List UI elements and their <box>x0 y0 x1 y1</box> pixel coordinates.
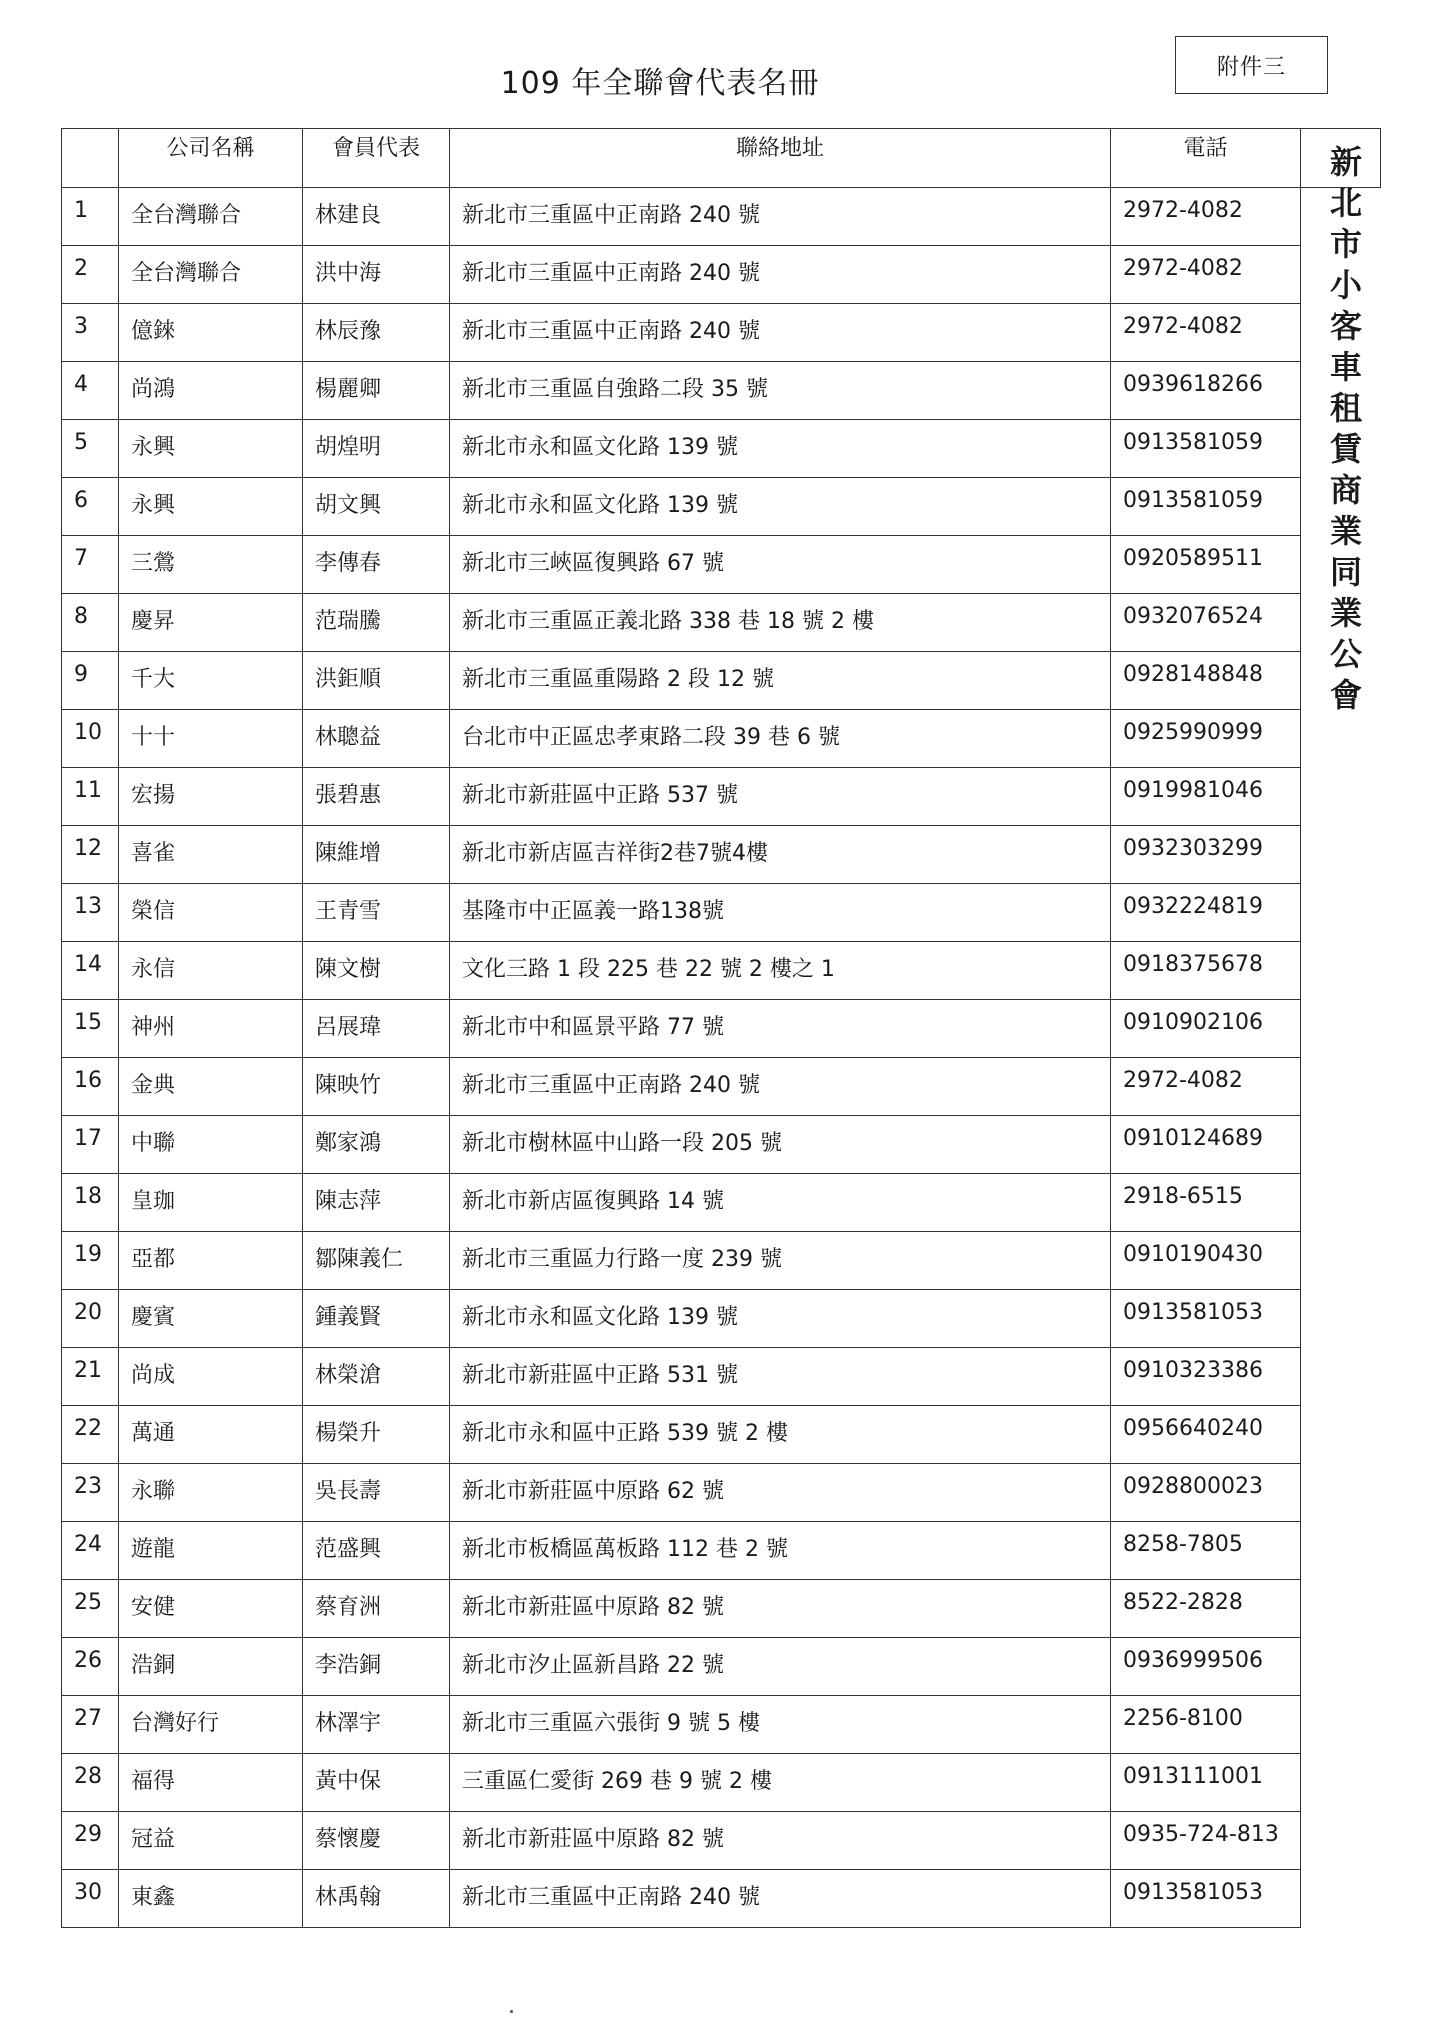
phone-number: 0910124689 <box>1111 1116 1301 1174</box>
table-row <box>62 1406 1381 1464</box>
company-name: 全台灣聯合 <box>119 188 303 246</box>
contact-address: 新北市永和區文化路 139 號 <box>450 478 1111 536</box>
company-name: 中聯 <box>119 1116 303 1174</box>
table-row <box>62 826 1381 884</box>
side-label: 新北市小客車租賃商業同業公會 <box>1325 145 1363 719</box>
row-number: 19 <box>62 1232 119 1290</box>
table-row <box>62 1000 1381 1058</box>
phone-number: 2972-4082 <box>1111 188 1301 246</box>
company-name: 億錸 <box>119 304 303 362</box>
member-representative: 林辰豫 <box>303 304 450 362</box>
phone-number: 0932076524 <box>1111 594 1301 652</box>
row-number: 29 <box>62 1812 119 1870</box>
table-row <box>62 1696 1381 1754</box>
company-name: 福得 <box>119 1754 303 1812</box>
member-representative: 吳長壽 <box>303 1464 450 1522</box>
member-representative: 張碧惠 <box>303 768 450 826</box>
table-row <box>62 884 1381 942</box>
table-row <box>62 420 1381 478</box>
table-row <box>62 594 1381 652</box>
member-representative: 鍾義賢 <box>303 1290 450 1348</box>
phone-number: 0920589511 <box>1111 536 1301 594</box>
contact-address: 新北市新莊區中正路 537 號 <box>450 768 1111 826</box>
phone-number: 0913581053 <box>1111 1870 1301 1928</box>
member-representative: 范瑞騰 <box>303 594 450 652</box>
company-name: 榮信 <box>119 884 303 942</box>
attachment-label: 附件三 <box>1216 54 1286 80</box>
contact-address: 新北市汐止區新昌路 22 號 <box>450 1638 1111 1696</box>
side-label-cell <box>1301 129 1381 719</box>
contact-address: 三重區仁愛街 269 巷 9 號 2 樓 <box>450 1754 1111 1812</box>
table-row <box>62 1174 1381 1232</box>
contact-address: 新北市新莊區中原路 82 號 <box>450 1580 1111 1638</box>
company-name: 永信 <box>119 942 303 1000</box>
phone-number: 0913111001 <box>1111 1754 1301 1812</box>
table-row <box>62 652 1381 710</box>
phone-number: 0910902106 <box>1111 1000 1301 1058</box>
row-number: 1 <box>62 188 119 246</box>
table-row <box>62 188 1381 246</box>
row-number: 10 <box>62 710 119 768</box>
contact-address: 新北市三重區六張街 9 號 5 樓 <box>450 1696 1111 1754</box>
member-representative: 李傳春 <box>303 536 450 594</box>
member-representative: 胡煌明 <box>303 420 450 478</box>
phone-number: 0919981046 <box>1111 768 1301 826</box>
row-number: 15 <box>62 1000 119 1058</box>
table-row <box>62 1638 1381 1696</box>
member-representative: 洪中海 <box>303 246 450 304</box>
company-name: 遊龍 <box>119 1522 303 1580</box>
member-representative: 陳志萍 <box>303 1174 450 1232</box>
table-row <box>62 1754 1381 1812</box>
contact-address: 新北市三重區重陽路 2 段 12 號 <box>450 652 1111 710</box>
table-row <box>62 1522 1381 1580</box>
row-number: 2 <box>62 246 119 304</box>
row-number: 20 <box>62 1290 119 1348</box>
phone-number: 2256-8100 <box>1111 1696 1301 1754</box>
member-representative: 陳映竹 <box>303 1058 450 1116</box>
company-name: 東鑫 <box>119 1870 303 1928</box>
table-row <box>62 1116 1381 1174</box>
member-representative: 陳維增 <box>303 826 450 884</box>
row-number: 13 <box>62 884 119 942</box>
row-number: 6 <box>62 478 119 536</box>
table-row <box>62 1464 1381 1522</box>
attachment-label-box <box>1175 36 1328 94</box>
header-phone: 電話 <box>1111 129 1301 188</box>
table-row <box>62 768 1381 826</box>
row-number: 28 <box>62 1754 119 1812</box>
contact-address: 新北市板橋區萬板路 112 巷 2 號 <box>450 1522 1111 1580</box>
row-number: 25 <box>62 1580 119 1638</box>
row-number: 4 <box>62 362 119 420</box>
company-name: 永興 <box>119 420 303 478</box>
contact-address: 新北市三重區中正南路 240 號 <box>450 246 1111 304</box>
contact-address: 新北市新店區復興路 14 號 <box>450 1174 1111 1232</box>
company-name: 皇珈 <box>119 1174 303 1232</box>
row-number: 21 <box>62 1348 119 1406</box>
company-name: 千大 <box>119 652 303 710</box>
company-name: 冠益 <box>119 1812 303 1870</box>
contact-address: 基隆市中正區義一路138號 <box>450 884 1111 942</box>
row-number: 9 <box>62 652 119 710</box>
phone-number: 0932224819 <box>1111 884 1301 942</box>
company-name: 永聯 <box>119 1464 303 1522</box>
company-name: 永興 <box>119 478 303 536</box>
table-row <box>62 1290 1381 1348</box>
table-row <box>62 304 1381 362</box>
row-number: 30 <box>62 1870 119 1928</box>
company-name: 神州 <box>119 1000 303 1058</box>
member-representative: 洪鉅順 <box>303 652 450 710</box>
header-address: 聯絡地址 <box>450 129 1111 188</box>
header-number <box>62 129 119 188</box>
contact-address: 新北市新莊區中原路 82 號 <box>450 1812 1111 1870</box>
contact-address: 新北市三重區力行路一度 239 號 <box>450 1232 1111 1290</box>
row-number: 18 <box>62 1174 119 1232</box>
document-title: 109 年全聯會代表名冊 <box>500 66 820 101</box>
table-row <box>62 1348 1381 1406</box>
company-name: 尚成 <box>119 1348 303 1406</box>
phone-number: 0939618266 <box>1111 362 1301 420</box>
phone-number: 0928800023 <box>1111 1464 1301 1522</box>
member-representative: 范盛興 <box>303 1522 450 1580</box>
contact-address: 新北市三重區自強路二段 35 號 <box>450 362 1111 420</box>
contact-address: 新北市新莊區中原路 62 號 <box>450 1464 1111 1522</box>
table-row <box>62 942 1381 1000</box>
phone-number: 0910323386 <box>1111 1348 1301 1406</box>
company-name: 宏揚 <box>119 768 303 826</box>
company-name: 浩銅 <box>119 1638 303 1696</box>
contact-address: 新北市永和區中正路 539 號 2 樓 <box>450 1406 1111 1464</box>
member-representative: 陳文樹 <box>303 942 450 1000</box>
phone-number: 0918375678 <box>1111 942 1301 1000</box>
table-row <box>62 362 1381 420</box>
company-name: 萬通 <box>119 1406 303 1464</box>
table-row <box>62 478 1381 536</box>
member-representative: 蔡育洲 <box>303 1580 450 1638</box>
row-number: 17 <box>62 1116 119 1174</box>
phone-number: 0956640240 <box>1111 1406 1301 1464</box>
row-number: 5 <box>62 420 119 478</box>
member-representative: 呂展瑋 <box>303 1000 450 1058</box>
contact-address: 新北市新店區吉祥街2巷7號4樓 <box>450 826 1111 884</box>
row-number: 16 <box>62 1058 119 1116</box>
scan-speck <box>510 2010 513 2013</box>
contact-address: 新北市三峽區復興路 67 號 <box>450 536 1111 594</box>
contact-address: 新北市樹林區中山路一段 205 號 <box>450 1116 1111 1174</box>
header-representative: 會員代表 <box>303 129 450 188</box>
member-representative: 林榮滄 <box>303 1348 450 1406</box>
company-name: 喜雀 <box>119 826 303 884</box>
table-row <box>62 246 1381 304</box>
phone-number: 2972-4082 <box>1111 1058 1301 1116</box>
member-representative: 林澤宇 <box>303 1696 450 1754</box>
member-representative: 林建良 <box>303 188 450 246</box>
member-representative: 鄒陳義仁 <box>303 1232 450 1290</box>
phone-number: 8522-2828 <box>1111 1580 1301 1638</box>
member-representative: 蔡懷慶 <box>303 1812 450 1870</box>
member-representative: 王青雪 <box>303 884 450 942</box>
row-number: 3 <box>62 304 119 362</box>
phone-number: 2972-4082 <box>1111 304 1301 362</box>
phone-number: 0910190430 <box>1111 1232 1301 1290</box>
contact-address: 新北市永和區文化路 139 號 <box>450 1290 1111 1348</box>
table-row <box>62 1232 1381 1290</box>
phone-number: 0928148848 <box>1111 652 1301 710</box>
company-name: 三鶯 <box>119 536 303 594</box>
phone-number: 0925990999 <box>1111 710 1301 768</box>
company-name: 安健 <box>119 1580 303 1638</box>
contact-address: 新北市中和區景平路 77 號 <box>450 1000 1111 1058</box>
member-representative: 林禹翰 <box>303 1870 450 1928</box>
table-header-row <box>62 129 1381 188</box>
contact-address: 文化三路 1 段 225 巷 22 號 2 樓之 1 <box>450 942 1111 1000</box>
contact-address: 新北市三重區中正南路 240 號 <box>450 1058 1111 1116</box>
phone-number: 2972-4082 <box>1111 246 1301 304</box>
company-name: 金典 <box>119 1058 303 1116</box>
phone-number: 0935-724-813 <box>1111 1812 1301 1870</box>
contact-address: 新北市永和區文化路 139 號 <box>450 420 1111 478</box>
row-number: 27 <box>62 1696 119 1754</box>
table-row <box>62 1870 1381 1928</box>
table-row <box>62 1058 1381 1116</box>
contact-address: 新北市三重區中正南路 240 號 <box>450 304 1111 362</box>
row-number: 14 <box>62 942 119 1000</box>
phone-number: 0913581059 <box>1111 420 1301 478</box>
company-name: 慶昇 <box>119 594 303 652</box>
row-number: 7 <box>62 536 119 594</box>
header-company: 公司名稱 <box>119 129 303 188</box>
row-number: 23 <box>62 1464 119 1522</box>
row-number: 11 <box>62 768 119 826</box>
contact-address: 新北市三重區正義北路 338 巷 18 號 2 樓 <box>450 594 1111 652</box>
phone-number: 2918-6515 <box>1111 1174 1301 1232</box>
phone-number: 0932303299 <box>1111 826 1301 884</box>
table-row <box>62 1812 1381 1870</box>
member-representative: 楊榮升 <box>303 1406 450 1464</box>
row-number: 8 <box>62 594 119 652</box>
member-representative: 李浩銅 <box>303 1638 450 1696</box>
table-row <box>62 710 1381 768</box>
phone-number: 0913581053 <box>1111 1290 1301 1348</box>
phone-number: 0913581059 <box>1111 478 1301 536</box>
company-name: 全台灣聯合 <box>119 246 303 304</box>
member-representative: 楊麗卿 <box>303 362 450 420</box>
row-number: 12 <box>62 826 119 884</box>
company-name: 亞都 <box>119 1232 303 1290</box>
company-name: 十十 <box>119 710 303 768</box>
table-row <box>62 1580 1381 1638</box>
phone-number: 8258-7805 <box>1111 1522 1301 1580</box>
row-number: 24 <box>62 1522 119 1580</box>
phone-number: 0936999506 <box>1111 1638 1301 1696</box>
contact-address: 新北市三重區中正南路 240 號 <box>450 1870 1111 1928</box>
company-name: 台灣好行 <box>119 1696 303 1754</box>
company-name: 尚鴻 <box>119 362 303 420</box>
contact-address: 新北市三重區中正南路 240 號 <box>450 188 1111 246</box>
table-row <box>62 536 1381 594</box>
member-representative: 黃中保 <box>303 1754 450 1812</box>
contact-address: 台北市中正區忠孝東路二段 39 巷 6 號 <box>450 710 1111 768</box>
contact-address: 新北市新莊區中正路 531 號 <box>450 1348 1111 1406</box>
row-number: 22 <box>62 1406 119 1464</box>
member-representative: 林聰益 <box>303 710 450 768</box>
row-number: 26 <box>62 1638 119 1696</box>
member-representative: 胡文興 <box>303 478 450 536</box>
company-name: 慶賓 <box>119 1290 303 1348</box>
representative-roster-table <box>61 128 1381 1928</box>
member-representative: 鄭家鴻 <box>303 1116 450 1174</box>
